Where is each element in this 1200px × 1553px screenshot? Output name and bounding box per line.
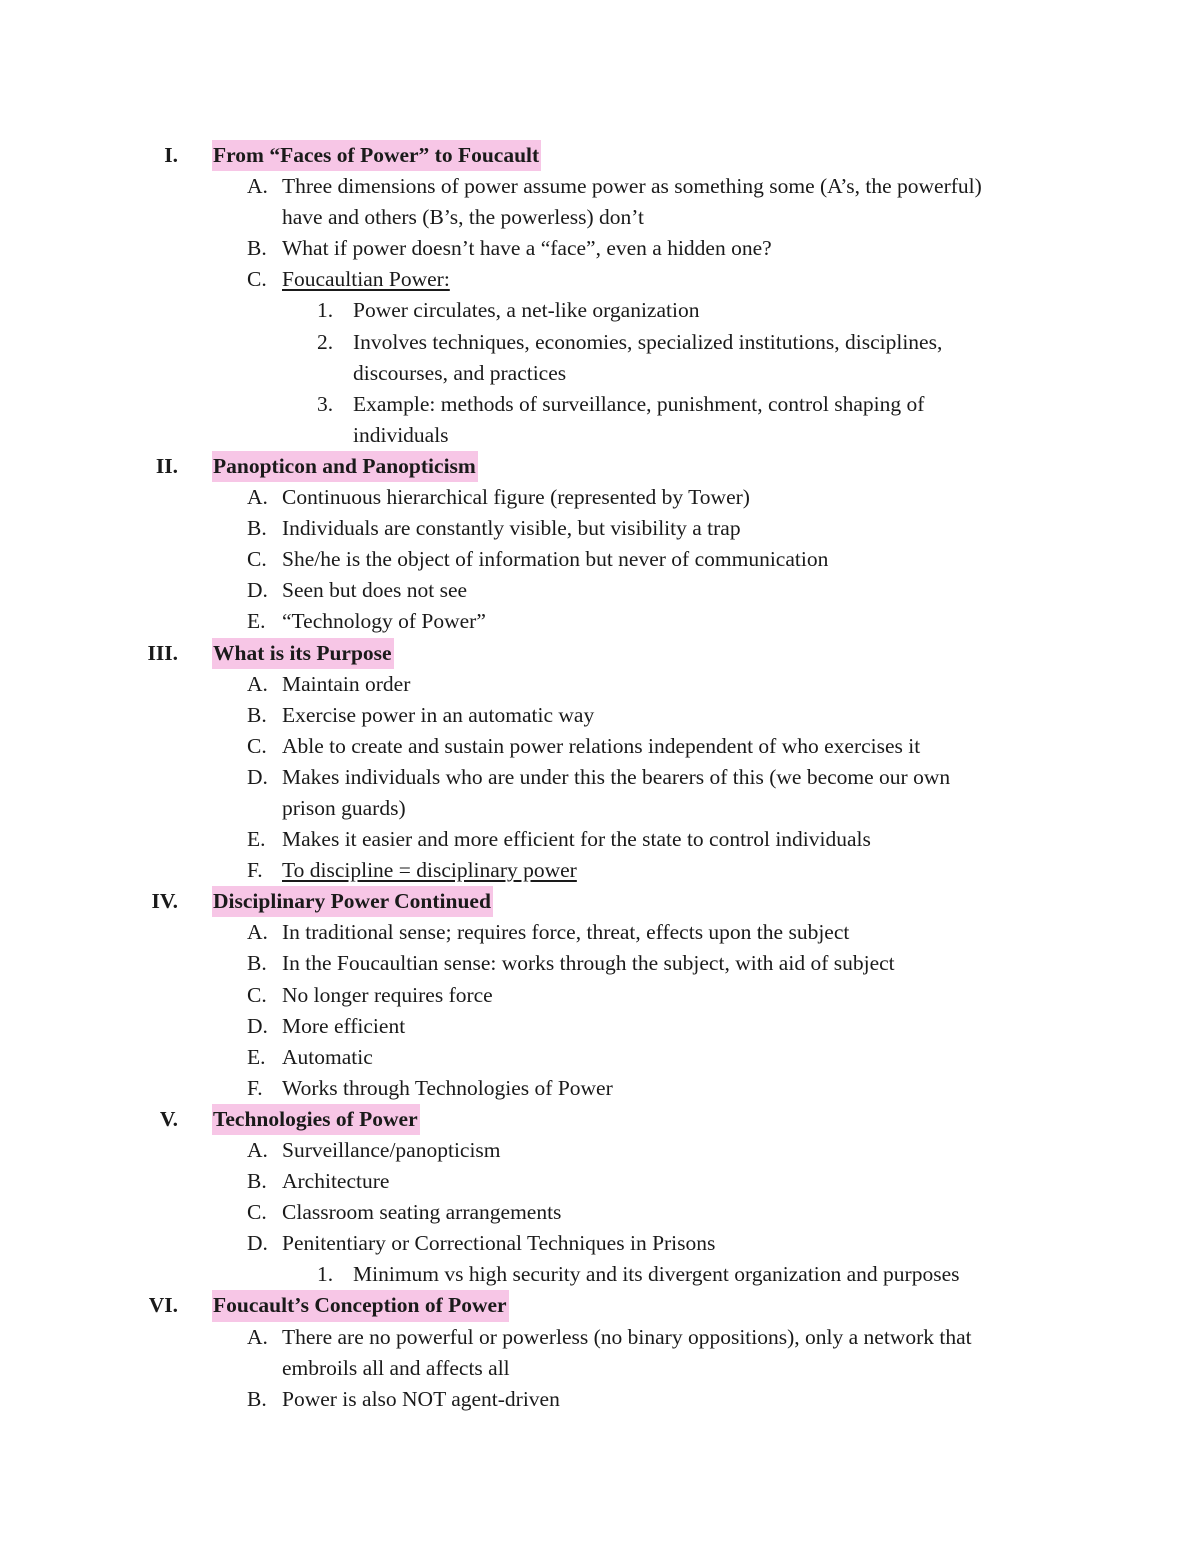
list-marker: A.: [247, 671, 268, 696]
list-marker: B.: [247, 1169, 267, 1194]
outline-item: [0, 575, 1200, 606]
section-title: Disciplinary Power Continued: [212, 886, 493, 917]
outline-item: [0, 669, 1200, 700]
item-text: “Technology of Power”: [282, 609, 486, 634]
item-text: There are no powerful or powerless (no binary oppositions), only a network that: [282, 1324, 972, 1349]
list-marker: C.: [247, 1200, 267, 1225]
item-text: Three dimensions of power assume power as something some (A’s, the powerful): [282, 174, 982, 199]
section-heading: [0, 1290, 1200, 1321]
outline-item: [0, 1228, 1200, 1259]
outline-item: [0, 202, 1200, 233]
list-marker: D.: [247, 578, 268, 603]
list-marker: 3.: [317, 391, 334, 416]
item-text: No longer requires force: [282, 982, 493, 1007]
item-text: To discipline = disciplinary power: [282, 858, 577, 883]
list-marker: A.: [247, 174, 268, 199]
list-marker: A.: [247, 1324, 268, 1349]
list-marker: A.: [247, 920, 268, 945]
item-text: prison guards): [282, 795, 406, 820]
list-marker: B.: [247, 951, 267, 976]
item-text: discourses, and practices: [353, 360, 567, 385]
list-marker: IV.: [151, 889, 178, 914]
section-heading: [0, 886, 1200, 917]
outline-item: [0, 855, 1200, 886]
item-text: Architecture: [282, 1169, 390, 1194]
list-marker: A.: [247, 1138, 268, 1162]
outline-document: [0, 140, 1200, 1415]
item-text: Power is also NOT agent-driven: [282, 1386, 560, 1411]
item-text: What if power doesn’t have a “face”, even a hidden one?: [282, 236, 772, 261]
list-marker: D.: [247, 1013, 268, 1038]
section-title: Technologies of Power: [212, 1104, 420, 1135]
item-text: More efficient: [282, 1013, 406, 1038]
item-text: Exercise power in an automatic way: [282, 702, 595, 727]
outline-item: [0, 1135, 1200, 1166]
outline-subitem: [0, 327, 1200, 358]
outline-item: [0, 700, 1200, 731]
list-marker: VI.: [148, 1293, 178, 1318]
list-marker: F.: [247, 858, 263, 883]
outline-item: [0, 1011, 1200, 1042]
list-marker: C.: [247, 547, 267, 572]
section-title: Panopticon and Panopticism: [212, 451, 478, 482]
item-text: Maintain order: [282, 671, 411, 696]
outline-item: [0, 731, 1200, 762]
list-marker: E.: [247, 1044, 266, 1069]
section-title: Foucault’s Conception of Power: [212, 1290, 509, 1321]
outline-item: [0, 1384, 1200, 1415]
list-marker: 2.: [317, 329, 334, 354]
item-text: Continuous hierarchical figure (represented by Tower): [282, 485, 750, 510]
outline-subitem: [0, 358, 1200, 389]
outline-item: [0, 606, 1200, 637]
outline-item: [0, 980, 1200, 1011]
list-marker: A.: [247, 485, 268, 510]
item-text: Individuals are constantly visible, but visibility a trap: [282, 516, 741, 541]
list-marker: II.: [155, 453, 178, 478]
item-text: Foucaultian Power:: [282, 267, 450, 292]
section-heading: [0, 1104, 1200, 1135]
list-marker: C.: [247, 733, 267, 758]
item-text: Example: methods of surveillance, punishment, control shaping of: [353, 391, 925, 416]
list-marker: D.: [247, 1231, 268, 1256]
list-marker: V.: [159, 1106, 178, 1131]
outline-item: [0, 824, 1200, 855]
outline-item: [0, 762, 1200, 793]
list-marker: E.: [247, 827, 266, 852]
item-text: She/he is the object of information but never of communication: [282, 547, 829, 572]
item-text: Automatic: [282, 1044, 373, 1069]
outline-item: [0, 1197, 1200, 1228]
list-marker: 1.: [317, 1262, 334, 1287]
outline-item: [0, 1073, 1200, 1104]
outline-item: [0, 482, 1200, 513]
list-marker: C.: [247, 267, 267, 292]
outline-item: [0, 1353, 1200, 1384]
list-marker: C.: [247, 982, 267, 1007]
outline-item: [0, 793, 1200, 824]
list-marker: B.: [247, 1386, 267, 1411]
list-marker: E.: [247, 609, 266, 634]
section-title: What is its Purpose: [212, 638, 394, 669]
list-marker: B.: [247, 702, 267, 727]
outline-item: [0, 264, 1200, 295]
section-heading: [0, 638, 1200, 669]
item-text: Classroom seating arrangements: [282, 1200, 562, 1225]
list-marker: 1.: [317, 298, 334, 323]
outline-item: [0, 917, 1200, 948]
item-text: Minimum vs high security and its divergent organization and purposes: [353, 1262, 960, 1287]
outline-item: [0, 1322, 1200, 1353]
item-text: individuals: [353, 422, 449, 447]
outline-item: [0, 544, 1200, 575]
item-text: Power circulates, a net-like organization: [353, 298, 700, 323]
item-text: Makes individuals who are under this the bearers of this (we become our own: [282, 764, 951, 789]
item-text: Involves techniques, economies, specialized institutions, disciplines,: [353, 329, 943, 354]
item-text: Penitentiary or Correctional Techniques in Prisons: [282, 1231, 716, 1256]
item-text: Works through Technologies of Power: [282, 1075, 613, 1100]
outline-item: [0, 513, 1200, 544]
section-heading: [0, 140, 1200, 171]
list-marker: III.: [147, 640, 178, 665]
section-heading: [0, 451, 1200, 482]
item-text: Surveillance/panopticism: [282, 1138, 501, 1162]
outline-subitem: [0, 420, 1200, 451]
item-text: In traditional sense; requires force, threat, effects upon the subject: [282, 920, 850, 945]
item-text: Able to create and sustain power relations independent of who exercises it: [282, 733, 921, 758]
outline-item: [0, 171, 1200, 202]
list-marker: F.: [247, 1075, 263, 1100]
item-text: embroils all and affects all: [282, 1355, 510, 1380]
list-marker: B.: [247, 516, 267, 541]
item-text: have and others (B’s, the powerless) don’t: [282, 205, 645, 230]
list-marker: D.: [247, 764, 268, 789]
outline-item: [0, 1042, 1200, 1073]
item-text: In the Foucaultian sense: works through the subject, with aid of subject: [282, 951, 895, 976]
outline-subitem: [0, 389, 1200, 420]
item-text: Makes it easier and more efficient for the state to control individuals: [282, 827, 871, 852]
section-title: From “Faces of Power” to Foucault: [212, 140, 541, 171]
outline-subitem: [0, 295, 1200, 326]
list-marker: B.: [247, 236, 267, 261]
item-text: Seen but does not see: [282, 578, 468, 603]
outline-subitem: [0, 1259, 1200, 1290]
outline-item: [0, 1166, 1200, 1197]
outline-item: [0, 948, 1200, 979]
outline-item: [0, 233, 1200, 264]
list-marker: I.: [164, 143, 178, 167]
